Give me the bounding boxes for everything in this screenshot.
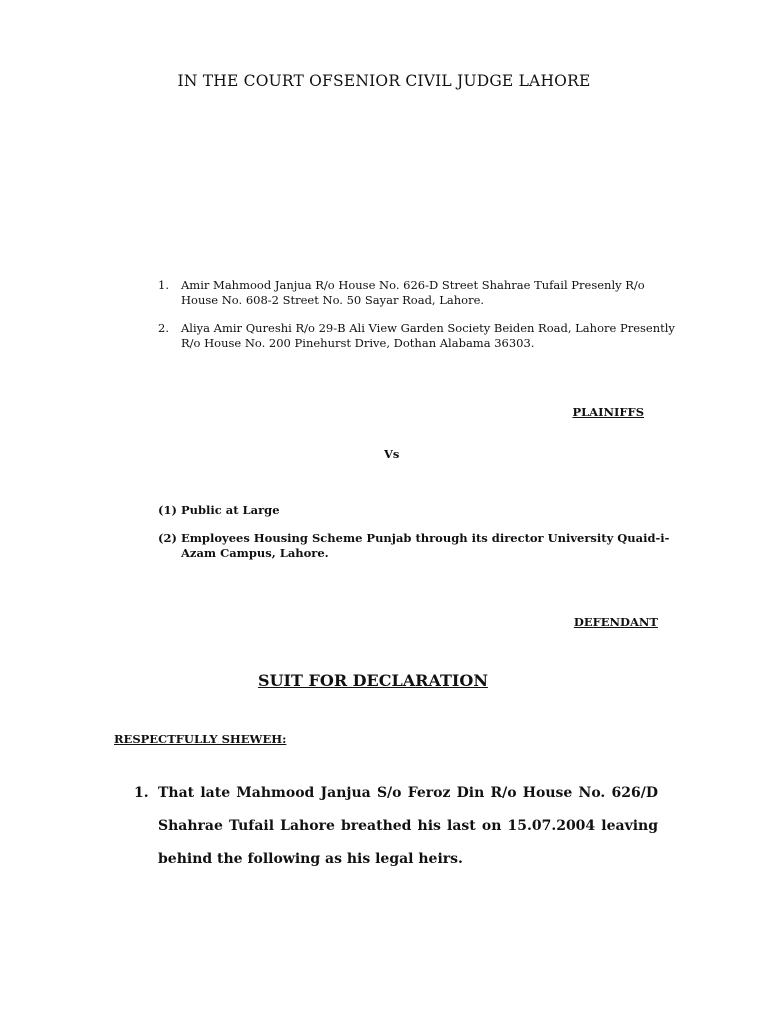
defendant-number: (1) [158, 503, 177, 517]
defendant-text: Employees Housing Scheme Punjab through its director University Quaid-i-Azam Campus, Lahore. [181, 531, 670, 560]
defendant-text: Public at Large [181, 503, 280, 517]
suit-title: SUIT FOR DECLARATION [258, 671, 488, 690]
respectfully-heading: RESPECTFULLY SHEWEH: [114, 732, 287, 746]
plaintiff-item [158, 321, 678, 351]
plaintiff-number: 1. [158, 278, 169, 292]
plaintiff-item [158, 278, 678, 308]
paragraph-number: 1. [134, 785, 149, 801]
defendant-item [158, 503, 678, 518]
plaintiff-text: Amir Mahmood Janjua R/o House No. 626-D Street Shahrae Tufail Presenly R/o House No. 608-2 Street No. 50 Sayar Road, Lahore. [181, 278, 645, 307]
plaintiffs-label: PLAINIFFS [572, 405, 644, 419]
plaintiff-text: Aliya Amir Qureshi R/o 29-B Ali View Garden Society Beiden Road, Lahore Presently R/o House No. 200 Pinehurst Drive, Dothan Alabama 36303. [181, 321, 675, 350]
paragraph-list [134, 777, 658, 876]
versus-label: Vs [384, 447, 400, 461]
defendant-item [158, 531, 678, 561]
defendant-number: (2) [158, 531, 177, 545]
plaintiff-number: 2. [158, 321, 169, 335]
paragraph-item [134, 777, 658, 876]
court-title: IN THE COURT OFSENIOR CIVIL JUDGE LAHORE [177, 72, 591, 90]
paragraph-text: That late Mahmood Janjua S/o Feroz Din R/o House No. 626/D Shahrae Tufail Lahore breathed his last on 15.07.2004 leaving behind the following as his legal heirs. [158, 785, 658, 867]
plaintiffs-list [158, 278, 678, 364]
defendant-label: DEFENDANT [573, 615, 658, 629]
defendants-list [158, 503, 678, 574]
